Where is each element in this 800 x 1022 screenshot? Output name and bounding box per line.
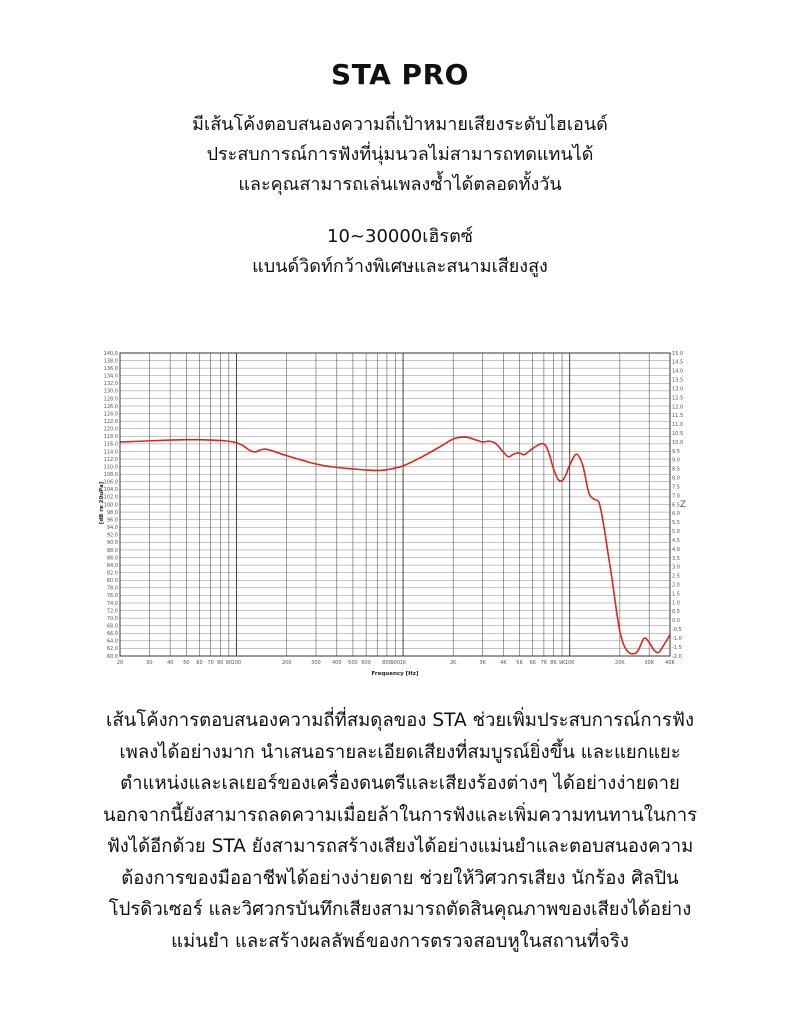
- chart-grid: [120, 353, 670, 656]
- y-tick-label: 68.0: [106, 623, 118, 630]
- x-tick-label: 400: [331, 660, 342, 666]
- y2-tick-label: 13.5: [672, 377, 684, 384]
- y-tick-label: 124.0: [103, 411, 118, 418]
- x-tick-label: 40K: [665, 660, 675, 666]
- y-tick-label: 94.0: [106, 525, 118, 532]
- y-tick-label: 78.0: [106, 585, 118, 592]
- y-tick-label: 112.0: [103, 456, 118, 463]
- y-tick-label: 66.0: [106, 631, 118, 638]
- y-axis-label: [dB re 20uPa]: [99, 481, 105, 525]
- y2-tick-label: 5.5: [672, 520, 680, 527]
- y-tick-label: 118.0: [103, 434, 118, 441]
- y2-tick-label: 8.5: [672, 466, 680, 473]
- y-tick-label: 64.0: [106, 638, 118, 645]
- x-tick-label: 1K: [399, 660, 407, 666]
- y-tick-label: 88.0: [106, 547, 118, 554]
- y2-tick-label: 3.5: [672, 555, 680, 562]
- y-tick-label: 74.0: [106, 600, 118, 607]
- x-tick-label: 10K: [564, 660, 575, 666]
- x-tick-label: 90: [225, 660, 233, 666]
- x-tick-label: 50: [183, 660, 190, 666]
- y2-tick-label: 0.0: [672, 618, 680, 625]
- intro-line: มีเส้นโค้งตอบสนองความถี่เป้าหมายเสียงระดับไฮเอนด์: [192, 114, 608, 135]
- y-tick-label: 130.0: [103, 388, 118, 395]
- x-tick-label: 5K: [516, 660, 523, 666]
- y-tick-label: 62.0: [106, 646, 118, 653]
- y-tick-label: 106.0: [103, 479, 118, 486]
- y2-tick-label: 14.0: [672, 368, 684, 375]
- x-tick-label: 20: [116, 660, 124, 666]
- x-axis-label: Frequency [Hz]: [371, 671, 419, 677]
- y-tick-label: 122.0: [103, 418, 118, 425]
- y2-tick-label: 1.0: [672, 600, 680, 607]
- y2-tick-label: 10.5: [672, 431, 684, 438]
- x-tick-label: 7K: [540, 660, 548, 666]
- product-title: STA PRO: [331, 58, 469, 91]
- y-tick-label: 72.0: [106, 608, 118, 615]
- y-tick-label: 138.0: [103, 358, 118, 365]
- y2-tick-label: -0.5: [672, 627, 682, 634]
- y2-tick-label: 14.5: [672, 359, 684, 366]
- y2-tick-label: 1.5: [672, 591, 680, 598]
- y-tick-label: 70.0: [106, 615, 118, 622]
- y2-tick-label: 7.0: [672, 493, 680, 500]
- frequency-response-chart: [98, 345, 688, 677]
- x-tick-label: 200: [281, 660, 292, 666]
- z-axis-label: Z: [679, 500, 687, 510]
- y-tick-label: 92.0: [106, 532, 118, 539]
- y2-tick-label: 13.0: [672, 386, 684, 393]
- x-tick-label: 20K: [615, 660, 625, 666]
- y2-tick-label: 9.5: [672, 448, 680, 455]
- x-tick-label: 4K: [500, 660, 507, 666]
- y2-tick-label: -1.5: [672, 644, 682, 651]
- x-tick-label: 8K: [550, 660, 557, 666]
- intro-block: [0, 110, 800, 282]
- y-tick-label: 120.0: [103, 426, 118, 433]
- y-tick-label: 108.0: [103, 472, 118, 478]
- y2-tick-label: 2.0: [672, 582, 680, 589]
- intro-line: ประสบการณ์การฟังที่นุ่มนวลไม่สามารถทดแทนได้: [206, 144, 594, 165]
- x-tick-label: 100: [231, 660, 242, 666]
- x-tick-label: 80: [217, 660, 224, 666]
- y2-tick-label: 2.5: [672, 573, 680, 580]
- y2-tick-label: 8.0: [672, 475, 680, 482]
- x-tick-label: 900: [390, 660, 401, 666]
- x-tick-label: 70: [207, 660, 214, 666]
- y2-tick-label: -2.0: [672, 653, 682, 660]
- spacer: [0, 200, 800, 222]
- y-tick-label: 80.0: [106, 578, 118, 585]
- x-tick-label: 2K: [449, 660, 457, 666]
- y-tick-label: 136.0: [103, 365, 118, 372]
- description-line: โปรดิวเซอร์ และวิศวกรบันทึกเสียงสามารถตัดสินคุณภาพของเสียงได้อย่าง: [108, 899, 692, 920]
- y2-tick-label: 0.5: [672, 609, 680, 616]
- x-tick-label: 9K: [558, 660, 566, 666]
- y-tick-label: 114.0: [103, 449, 118, 456]
- y-tick-label: 104.0: [103, 487, 118, 494]
- y-tick-label: 140.0: [103, 350, 118, 357]
- y-tick-label: 110.0: [103, 464, 118, 471]
- description-line: นอกจากนี้ยังสามารถลดความเมื่อยล้าในการฟังและเพิ่มความทนทานในการ: [102, 804, 698, 826]
- spec-bandwidth: แบนด์วิดท์กว้างพิเศษและสนามเสียงสูง: [252, 256, 548, 277]
- y-tick-label: 86.0: [106, 555, 118, 562]
- y2-tick-label: 6.5: [672, 502, 680, 509]
- y2-tick-label: 9.0: [672, 457, 680, 464]
- x-tick-label: 600: [361, 660, 371, 666]
- y2-tick-label: 5.0: [672, 529, 680, 536]
- y-tick-label: 102.0: [103, 494, 118, 501]
- y2-tick-label: 12.0: [672, 404, 684, 411]
- y-tick-label: 134.0: [103, 373, 118, 380]
- y2-tick-label: -1.0: [672, 635, 682, 642]
- y-tick-label: 126.0: [103, 403, 118, 410]
- description-line: ต้องการของมืออาชีพได้อย่างง่ายดาย ช่วยให้วิศวกรเสียง นักร้อง ศิลปิน: [121, 867, 679, 889]
- y-tick-label: 84.0: [106, 562, 118, 569]
- x-tick-label: 40: [166, 660, 174, 666]
- y2-tick-label: 4.0: [672, 546, 680, 553]
- x-tick-label: 60: [196, 660, 203, 666]
- y2-tick-label: 10.0: [672, 439, 684, 446]
- description-line: ตำแหน่งและเลเยอร์ของเครื่องดนตรีและเสียงร้องต่างๆ ได้อย่างง่ายดาย: [120, 773, 680, 794]
- y-tick-label: 128.0: [103, 396, 118, 403]
- y-tick-label: 82.0: [106, 570, 118, 577]
- y2-tick-label: 12.5: [672, 395, 684, 402]
- intro-line: และคุณสามารถเล่นเพลงซ้ำได้ตลอดทั้งวัน: [238, 174, 562, 195]
- x-tick-label: 300: [311, 660, 321, 666]
- y-tick-label: 132.0: [103, 381, 118, 388]
- x-tick-label: 30K: [644, 660, 655, 666]
- description-line: เส้นโค้งการตอบสนองความถี่ที่สมดุลของ STA ช่วยเพิ่มประสบการณ์การฟัง: [106, 710, 694, 731]
- x-tick-label: 6K: [529, 660, 536, 666]
- y2-tick-label: 6.0: [672, 511, 680, 518]
- description-line: ฟังได้อีกด้วย STA ยังสามารถสร้างเสียงได้อย่างแม่นยำและตอบสนองความ: [106, 836, 694, 857]
- x-tick-label: 800: [382, 660, 392, 666]
- x-tick-label: 30: [146, 660, 153, 666]
- description-line: แม่นยำ และสร้างผลลัพธ์ของการตรวจสอบหูในสถานที่จริง: [171, 930, 629, 952]
- y-tick-label: 100.0: [103, 502, 118, 509]
- y-tick-label: 90.0: [106, 540, 118, 547]
- y-tick-label: 60.0: [106, 653, 118, 660]
- y-tick-label: 116.0: [103, 441, 118, 448]
- x-tick-label: 500: [348, 660, 358, 666]
- y-tick-label: 98.0: [106, 509, 118, 516]
- x-tick-label: 3K: [479, 660, 486, 666]
- description-line: เพลงได้อย่างมาก นำเสนอรายละเอียดเสียงที่สมบูรณ์ยิ่งขึ้น และแยกแยะ: [119, 741, 681, 763]
- y2-tick-label: 7.5: [672, 484, 680, 491]
- spec-frequency-range: 10~30000เฮิรตซ์: [327, 226, 473, 247]
- y2-tick-label: 11.0: [672, 422, 684, 429]
- y2-tick-label: 3.0: [672, 564, 680, 571]
- y2-tick-label: 15.0: [672, 350, 684, 357]
- description-block: [0, 705, 800, 957]
- y-tick-label: 76.0: [106, 593, 118, 600]
- y2-tick-label: 4.5: [672, 537, 680, 544]
- y-tick-label: 96.0: [106, 517, 118, 524]
- y2-tick-label: 11.5: [672, 413, 684, 420]
